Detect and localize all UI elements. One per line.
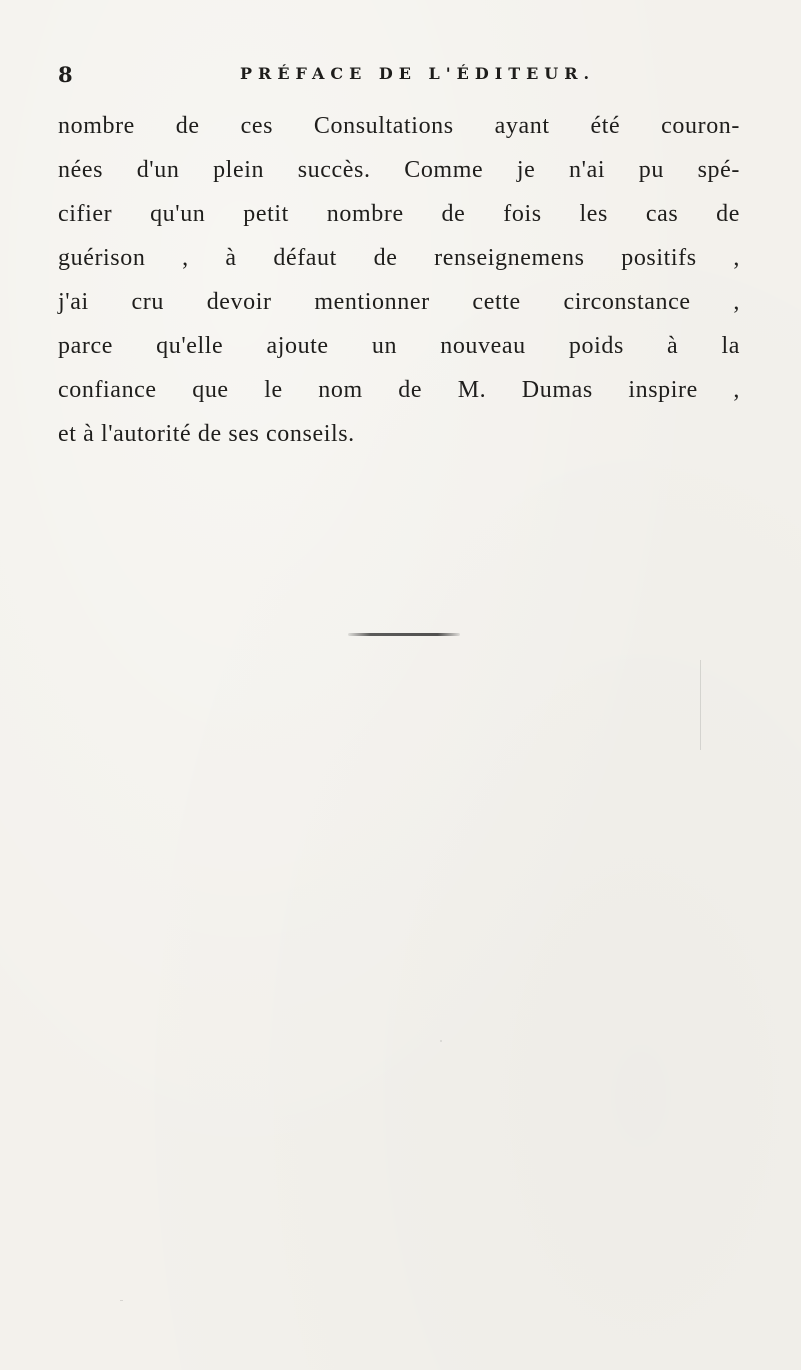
text-line: parce qu'elle ajoute un nouveau poids à la [58, 333, 740, 359]
body-paragraph [58, 104, 740, 456]
end-of-section-rule [348, 633, 460, 636]
running-head: PRÉFACE DE L'ÉDITEUR. [240, 64, 596, 83]
page-header [58, 62, 738, 92]
paper-blemish [120, 1300, 123, 1301]
text-line: cifier qu'un petit nombre de fois les cas de [58, 201, 740, 227]
page-number: 8 [58, 62, 73, 87]
text-line: et à l'autorité de ses conseils. [58, 421, 355, 447]
paper-blemish [700, 660, 701, 750]
text-line: confiance que le nom de M. Dumas inspire , [58, 377, 740, 403]
text-line: guérison , à défaut de renseignemens positifs , [58, 245, 740, 271]
paper-blemish [440, 1040, 442, 1042]
text-line: nombre de ces Consultations ayant été couron- [58, 113, 740, 139]
text-line: j'ai cru devoir mentionner cette circonstance , [58, 289, 740, 315]
text-line: nées d'un plein succès. Comme je n'ai pu spé- [58, 157, 740, 183]
